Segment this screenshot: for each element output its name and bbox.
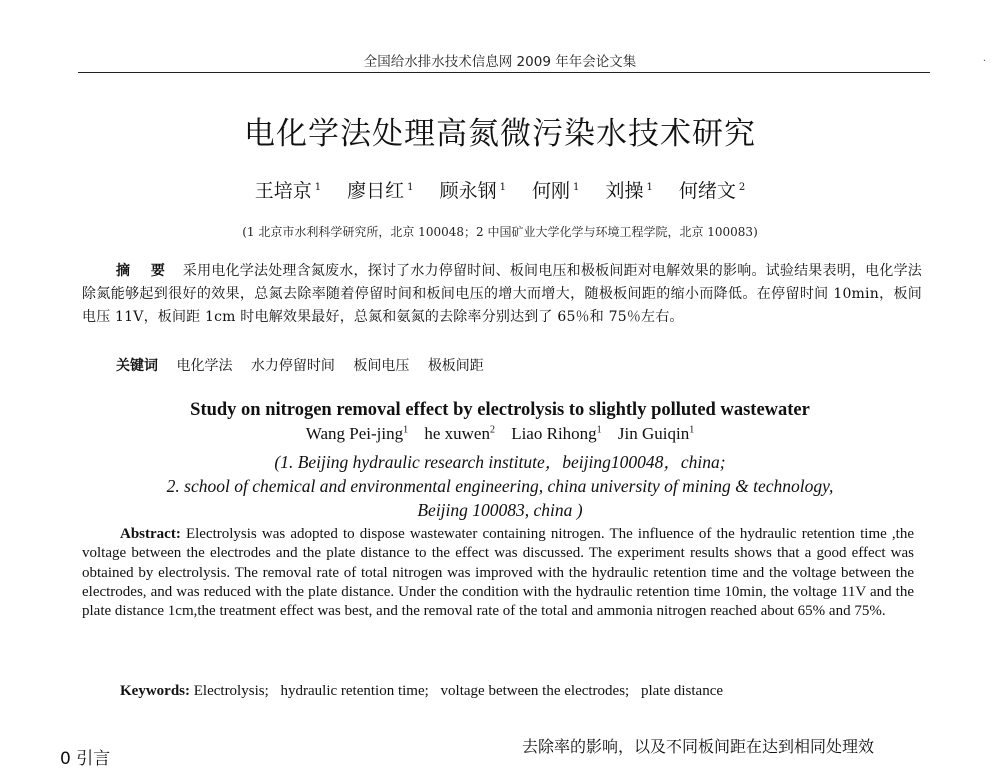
author-list xyxy=(0,176,1000,203)
keywords-en-label: Keywords: xyxy=(120,683,190,699)
keyword-en: Electrolysis; xyxy=(193,683,269,699)
keywords-cn xyxy=(116,355,498,375)
english-title: Study on nitrogen removal effect by electrolysis to slightly polluted wastewater xyxy=(190,400,810,420)
english-author: Liao Rihong$^1$ xyxy=(511,424,602,443)
english-affiliation-line: Beijing 100083, china ) xyxy=(417,500,583,520)
author: 王培京 $^1$ xyxy=(254,180,322,202)
abstract-en xyxy=(82,525,914,621)
english-affiliation xyxy=(0,450,1000,522)
body-text-line: 去除率的影响，以及不同板间距在达到相同处理效 xyxy=(522,737,875,756)
author: 何刚 $^1$ xyxy=(532,180,580,202)
keyword-cn: 电化学法 xyxy=(176,358,233,374)
affiliation: (1 北京市水利科学研究所，北京 100048；2 中国矿业大学化学与环境工程学院，北京 100083) xyxy=(242,225,758,239)
abstract-cn xyxy=(82,260,922,329)
keywords-en xyxy=(120,683,731,700)
english-author: he xuwen$^2$ xyxy=(424,424,495,443)
paper-title: 电化学法处理高氮微污染水技术研究 xyxy=(244,116,756,152)
author: 何绪文 $^2$ xyxy=(678,180,746,202)
scan-mark: · xyxy=(982,56,986,67)
english-affiliation-line: (1. Beijing hydraulic research institute，beijing100048，china; xyxy=(274,452,726,472)
abstract-en-label: Abstract: xyxy=(120,526,181,542)
english-author-list xyxy=(0,424,1000,444)
author: 廖日红 $^1$ xyxy=(347,180,414,202)
abstract-cn-label: 摘 要 xyxy=(116,263,173,279)
english-affiliation-line: 2. school of chemical and environmental engineering, china university of mining & technology, xyxy=(166,476,834,496)
author: 刘操 $^1$ xyxy=(605,180,653,202)
keyword-en: voltage between the electrodes; xyxy=(440,683,630,699)
header-rule xyxy=(78,72,930,73)
keyword-en: plate distance xyxy=(640,683,724,699)
keyword-cn: 水力停留时间 xyxy=(250,358,335,374)
english-author: Jin Guiqin$^1$ xyxy=(617,424,695,443)
abstract-cn-text: 采用电化学法处理含氮废水，探讨了水力停留时间、板间电压和极板间距对电解效果的影响。试验结果表明，电化学法除氮能够起到很好的效果，总氮去除率随着停留时间和板间电压的增大而增大，随极板间距的缩小而降低。在停留时间 10min，板间电压 11V，板间距 1cm 时电解效果最好，总氮和氨氮的去除率分别达到了 65％和 75％左右。 xyxy=(82,263,922,325)
keyword-cn: 板间电压 xyxy=(353,358,410,374)
running-header: 全国给水排水技术信息网 2009 年年会论文集 xyxy=(363,54,637,70)
abstract-en-text: Electrolysis was adopted to dispose wastewater containing nitrogen. The influence of the hydraulic retention time ,the voltage between the electrodes and the plate distance to the effect was discussed. The experiment results shows that a good effect was obtained by electrolysis. The removal rate of total nitrogen was improved with the hydraulic retention time and the voltage between the electrodes, and was reduced with the plate distance. Under the condition with the hydraulic retention time 10min, the voltage 11V and the plate distance 1cm,the treatment effect was best, and the removal rate of the total and ammonia nitrogen reached about 65% and 75%. xyxy=(82,526,914,620)
english-author: Wang Pei-jing$^1$ xyxy=(305,424,409,443)
author: 顾永钢 $^1$ xyxy=(439,180,506,202)
keyword-en: hydraulic retention time; xyxy=(280,683,429,699)
keywords-cn-label: 关键词 xyxy=(116,358,158,374)
section-heading: 0 引言 xyxy=(60,749,111,769)
keyword-cn: 极板间距 xyxy=(427,358,484,374)
